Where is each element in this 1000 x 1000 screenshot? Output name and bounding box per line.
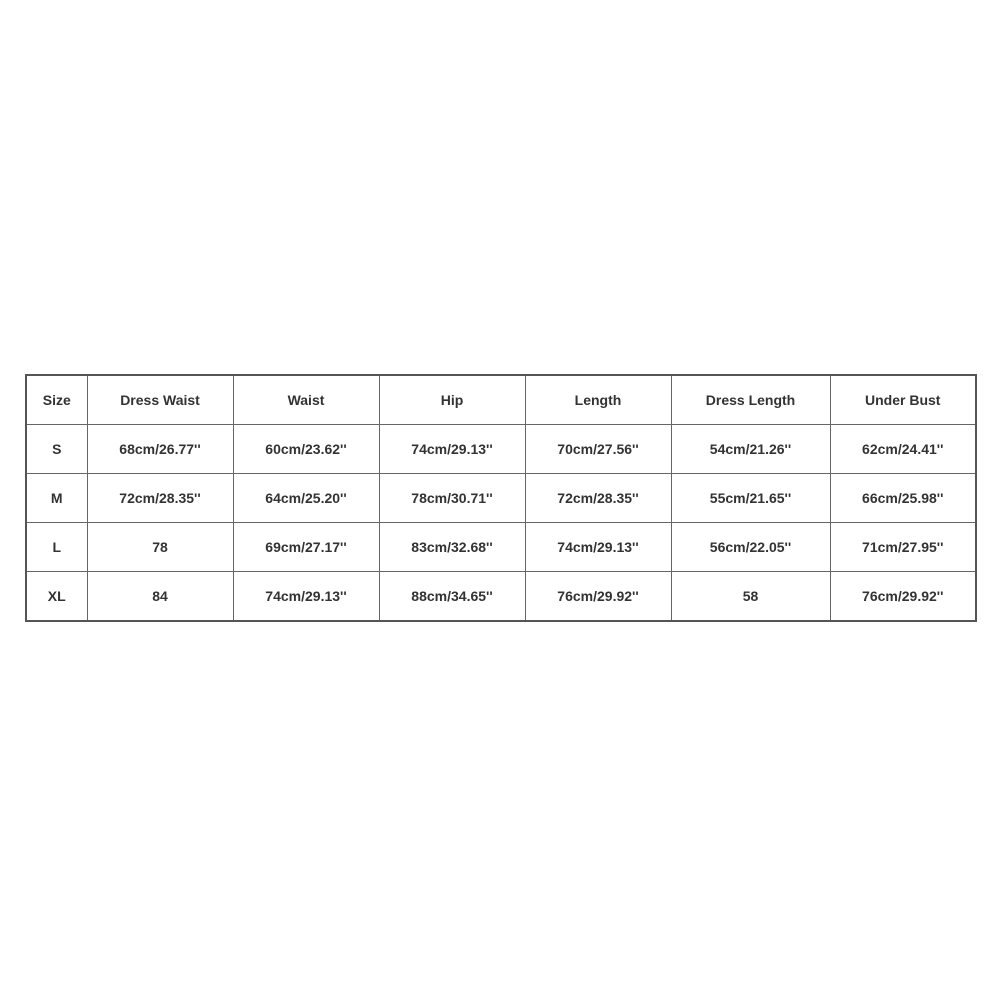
cell-dress-length: 54cm/21.26'' — [671, 425, 830, 474]
cell-hip: 74cm/29.13'' — [379, 425, 525, 474]
size-chart-table — [25, 374, 977, 622]
cell-under-bust: 62cm/24.41'' — [830, 425, 976, 474]
cell-dress-length: 55cm/21.65'' — [671, 474, 830, 523]
cell-hip: 88cm/34.65'' — [379, 572, 525, 622]
cell-under-bust: 71cm/27.95'' — [830, 523, 976, 572]
table-header-row — [26, 375, 976, 425]
header-length: Length — [525, 375, 671, 425]
cell-waist: 64cm/25.20'' — [233, 474, 379, 523]
cell-dress-waist: 68cm/26.77'' — [87, 425, 233, 474]
cell-size: XL — [26, 572, 87, 622]
cell-waist: 60cm/23.62'' — [233, 425, 379, 474]
header-waist: Waist — [233, 375, 379, 425]
cell-under-bust: 66cm/25.98'' — [830, 474, 976, 523]
header-dress-waist: Dress Waist — [87, 375, 233, 425]
header-size: Size — [26, 375, 87, 425]
table-row — [26, 523, 976, 572]
cell-size: L — [26, 523, 87, 572]
cell-hip: 83cm/32.68'' — [379, 523, 525, 572]
cell-size: S — [26, 425, 87, 474]
cell-length: 72cm/28.35'' — [525, 474, 671, 523]
cell-dress-waist: 72cm/28.35'' — [87, 474, 233, 523]
cell-length: 70cm/27.56'' — [525, 425, 671, 474]
cell-length: 74cm/29.13'' — [525, 523, 671, 572]
cell-dress-waist: 84 — [87, 572, 233, 622]
cell-length: 76cm/29.92'' — [525, 572, 671, 622]
table-row — [26, 572, 976, 622]
cell-dress-waist: 78 — [87, 523, 233, 572]
header-under-bust: Under Bust — [830, 375, 976, 425]
cell-waist: 69cm/27.17'' — [233, 523, 379, 572]
cell-waist: 74cm/29.13'' — [233, 572, 379, 622]
cell-dress-length: 58 — [671, 572, 830, 622]
cell-dress-length: 56cm/22.05'' — [671, 523, 830, 572]
table-row — [26, 474, 976, 523]
cell-size: M — [26, 474, 87, 523]
header-hip: Hip — [379, 375, 525, 425]
table-row — [26, 425, 976, 474]
header-dress-length: Dress Length — [671, 375, 830, 425]
cell-under-bust: 76cm/29.92'' — [830, 572, 976, 622]
cell-hip: 78cm/30.71'' — [379, 474, 525, 523]
